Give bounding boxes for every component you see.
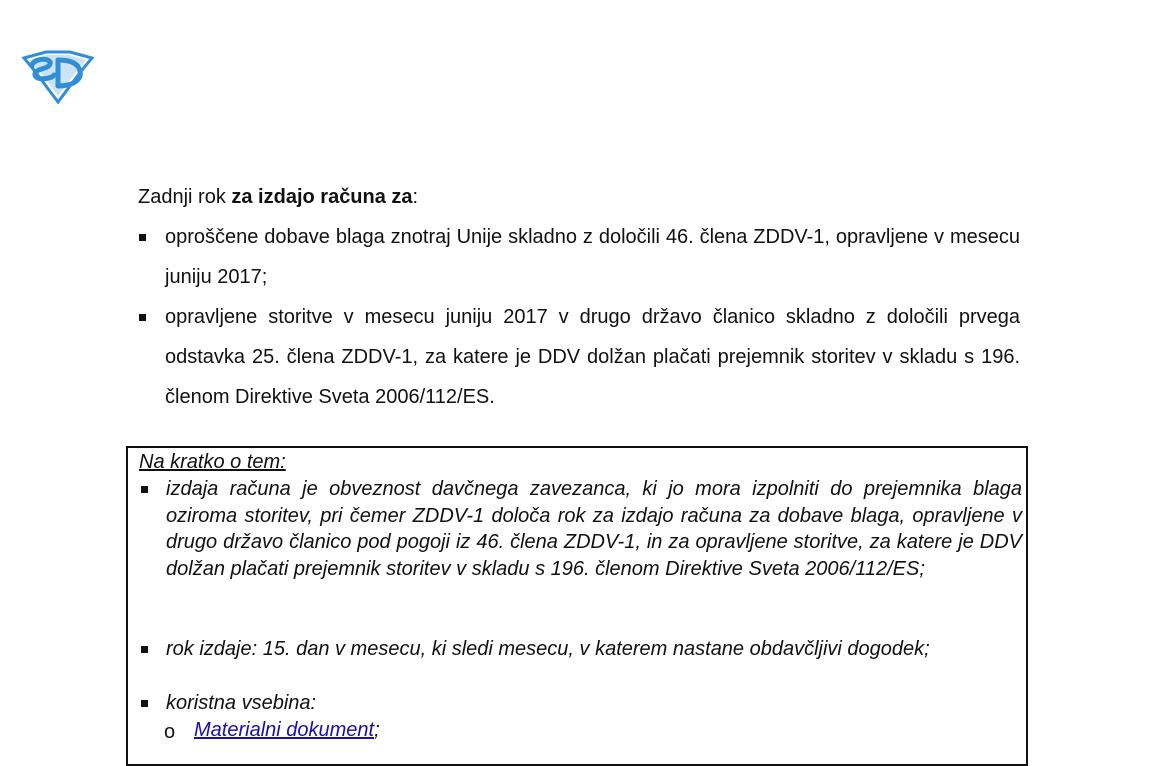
square-bullet-icon xyxy=(139,234,146,241)
square-bullet-icon xyxy=(141,486,148,493)
heading-plain: Zadnji rok xyxy=(138,186,232,208)
intro-list-item xyxy=(138,217,1020,297)
square-bullet-icon xyxy=(141,700,148,707)
intro-item-text: opravljene storitve v mesecu juniju 2017 v drugo državo članico skladno z določili prvega odstavka 25. člena ZDDV-1, za katere je DDV dolžan plačati prejemnik storitev v skladu s 196. členom Direktive Sveta 2006/112/ES. xyxy=(165,306,1020,408)
summary-item: koristna vsebina: xyxy=(166,692,317,714)
heading-bold: za izdajo računa za xyxy=(231,186,413,208)
square-bullet-icon xyxy=(141,646,148,653)
summary-box xyxy=(126,446,1028,766)
link-suffix: ; xyxy=(374,719,380,741)
intro-section xyxy=(138,177,1020,417)
heading-colon: : xyxy=(412,186,419,208)
intro-heading xyxy=(138,177,1020,217)
sd-shield-logo-icon xyxy=(20,48,96,104)
materialni-dokument-link[interactable]: Materialni dokument xyxy=(194,719,375,741)
summary-title: Na kratko o tem: xyxy=(139,451,286,473)
square-bullet-icon xyxy=(139,314,146,321)
summary-item: rok izdaje: 15. dan v mesecu, ki sledi mesecu, v katerem nastane obdavčljivi dogodek; xyxy=(166,638,930,660)
intro-list-item xyxy=(138,297,1020,417)
company-logo xyxy=(20,48,96,104)
sub-item xyxy=(194,717,380,744)
intro-list xyxy=(138,217,1020,417)
summary-item: izdaja računa je obveznost davčnega zavezanca, ki jo mora izpolniti do prejemnika blaga oziroma storitev, pri čemer ZDDV-1 določa rok za izdajo računa za dobave blaga, opravljene v drugo državo članico pod pogoji iz 46. člena ZDDV-1, in za opravljene storitve, za katere je DDV dolžan plačati prejemnik storitev v skladu s 196. členom Direktive Sveta 2006/112/ES; xyxy=(166,478,1022,580)
sub-bullet-marker: o xyxy=(164,721,176,743)
intro-item-text: oproščene dobave blaga znotraj Unije skladno z določili 46. člena ZDDV-1, opravljene v mesecu juniju 2017; xyxy=(165,226,1020,288)
